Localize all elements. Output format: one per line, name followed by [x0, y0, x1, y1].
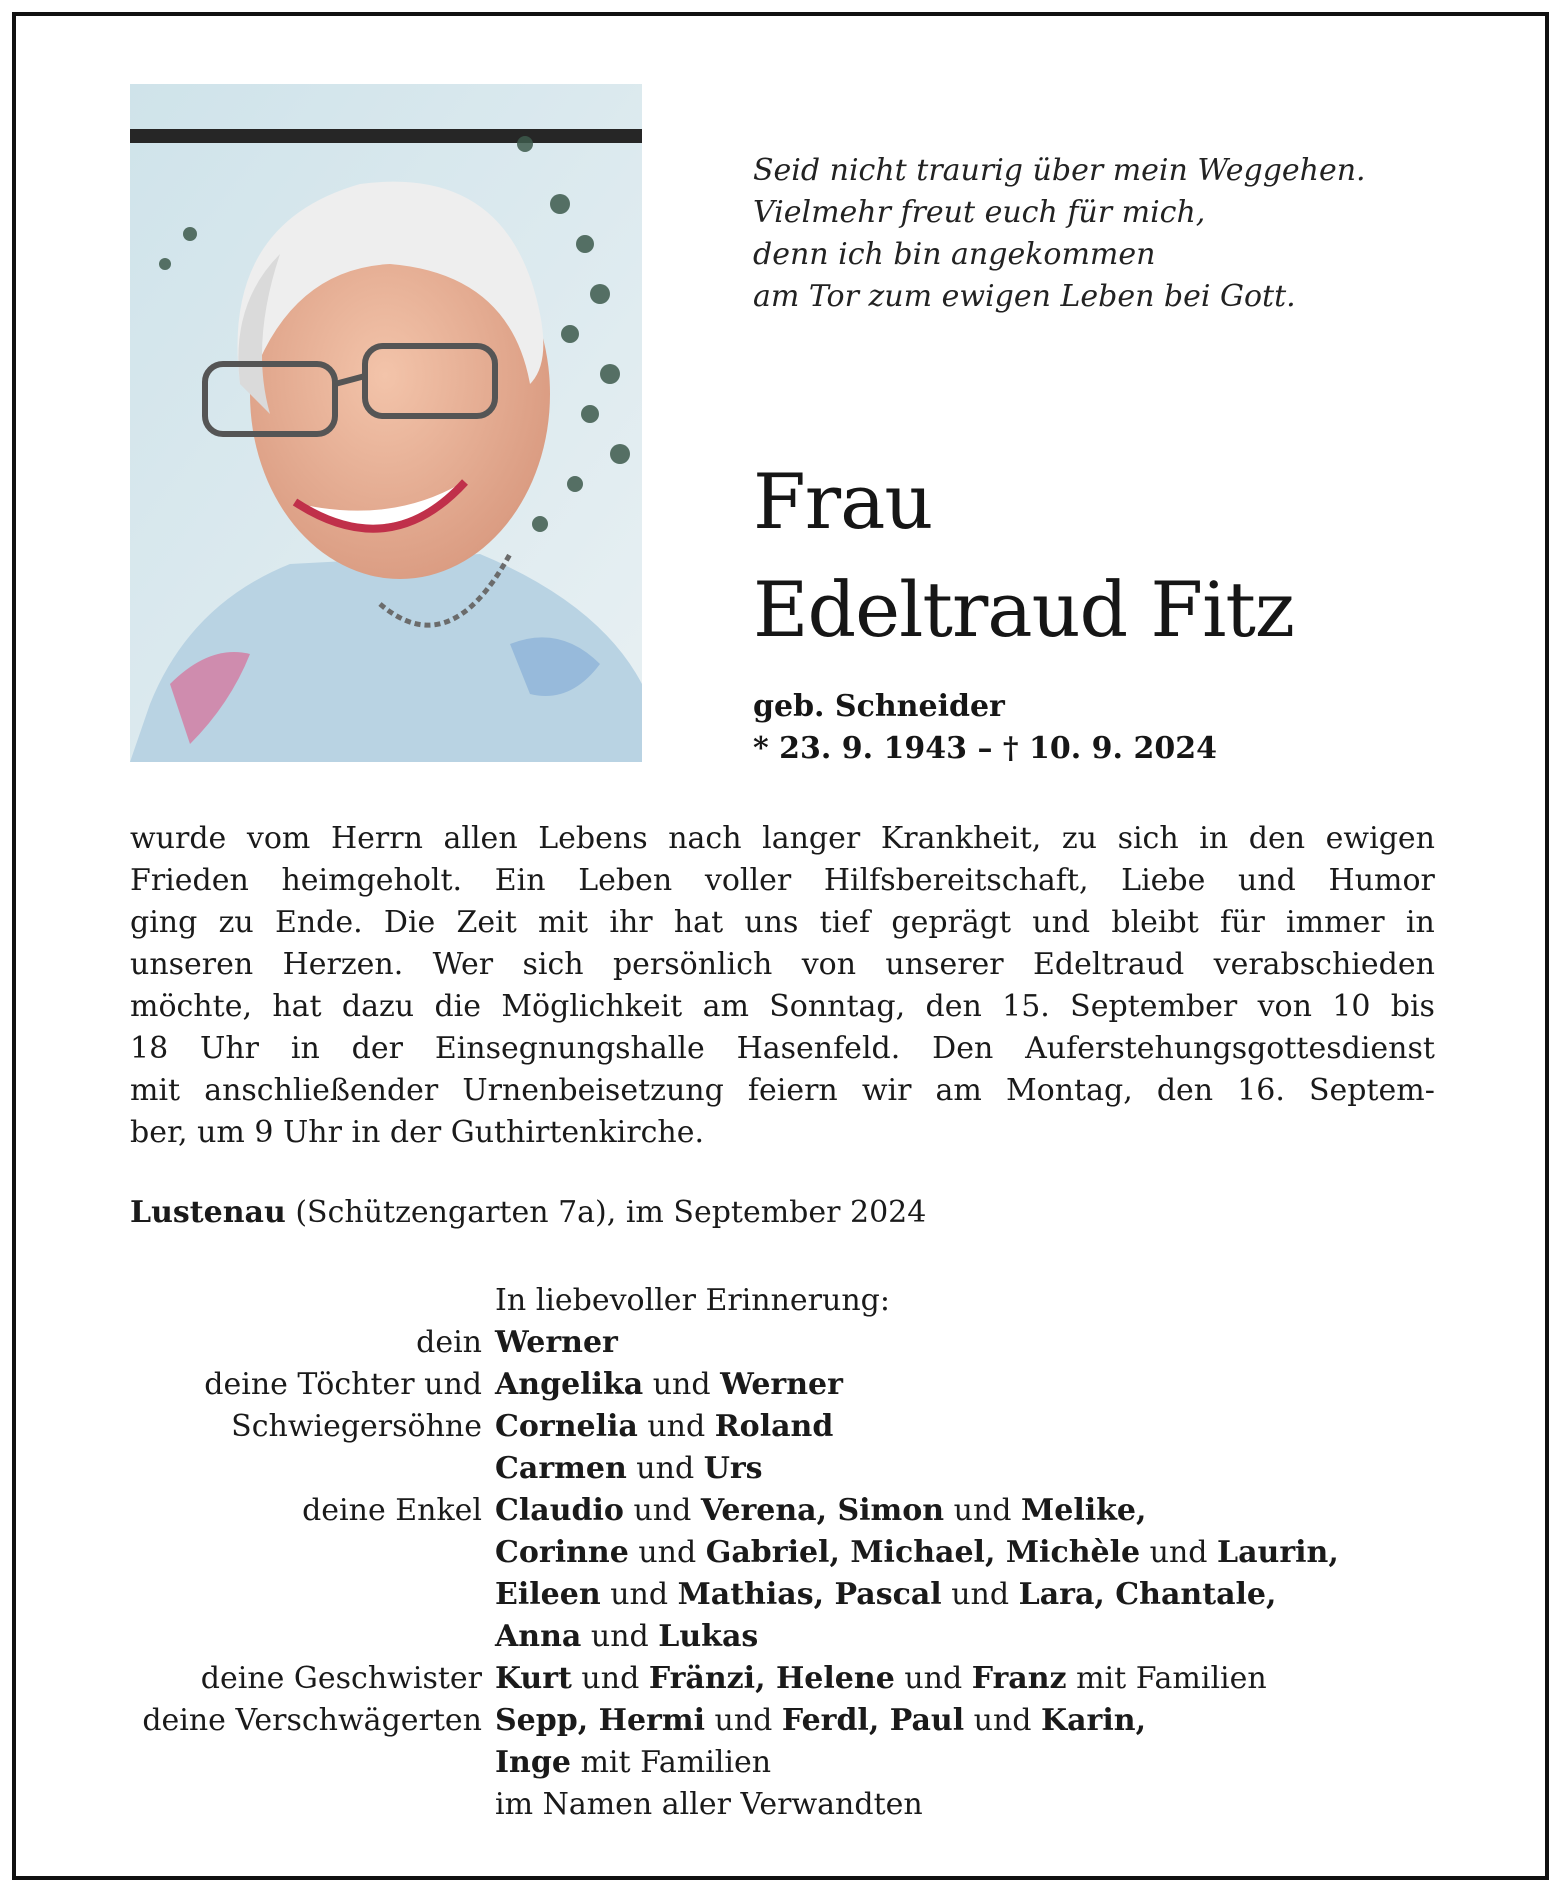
obituary-word: Hilfsbereitschaft, — [823, 863, 1089, 898]
mourners-intro-row — [0, 1280, 1567, 1322]
mourner-connector: mit Familien — [1066, 1661, 1267, 1696]
mourner-names — [495, 1406, 833, 1448]
obituary-word: Einsegnungshalle — [434, 1031, 705, 1066]
obituary-word: 18 — [130, 1031, 169, 1066]
mourner-relation: deine Verschwägerten — [142, 1703, 482, 1738]
obituary-word: heimgeholt. — [281, 863, 463, 898]
mourner-name: Franz — [971, 1661, 1067, 1696]
name-title: Frau — [753, 457, 933, 546]
obituary-line: ber, um 9 Uhr in der Guthirtenkirche. — [130, 1115, 705, 1150]
obituary-line — [130, 986, 1435, 1028]
obituary-word: ewigen — [1325, 821, 1435, 856]
obituary-word: Lebens — [538, 821, 648, 856]
mourner-names — [495, 1784, 923, 1826]
mourner-row — [0, 1490, 1567, 1532]
obituary-word: Möglichkeit — [501, 989, 683, 1024]
obituary-word: den — [1156, 1073, 1214, 1108]
mourner-connector: und — [581, 1619, 659, 1654]
mourner-row — [0, 1532, 1567, 1574]
obituary-word: Zeit — [456, 905, 517, 940]
mourner-relation: deine Geschwister — [200, 1661, 482, 1696]
obituary-word: und — [1032, 905, 1091, 940]
obituary-word: Septem- — [1308, 1073, 1435, 1108]
obituary-word: Edeltraud — [1033, 947, 1185, 982]
obituary-word: unserer — [885, 947, 1004, 982]
obituary-word: feiern — [747, 1073, 838, 1108]
birth-info — [753, 686, 1217, 770]
obituary-word: den — [1248, 821, 1306, 856]
obituary-word: Humor — [1328, 863, 1435, 898]
obituary-word: Leben — [578, 863, 673, 898]
place-address-date: (Schützengarten 7a), im September 2024 — [285, 1195, 927, 1230]
obituary-word: Den — [932, 1031, 994, 1066]
obituary-word: und — [1238, 863, 1296, 898]
mourner-name: Verena, Simon — [700, 1493, 945, 1528]
mourner-names — [495, 1490, 1146, 1532]
quote-line: am Tor zum ewigen Leben bei Gott. — [753, 279, 1296, 314]
obituary-word: langer — [762, 821, 861, 856]
mourner-names — [495, 1658, 1267, 1700]
mourner-name: Claudio — [495, 1493, 624, 1528]
quote-line: Seid nicht traurig über mein Weggehen. — [753, 153, 1366, 188]
obituary-word: Ende. — [274, 905, 363, 940]
obituary-word: 15. — [1002, 989, 1050, 1024]
mourner-row — [0, 1448, 1567, 1490]
mourner-name: Werner — [495, 1325, 618, 1360]
portrait-photo — [130, 84, 642, 762]
mourner-name: Lara, Chantale, — [1018, 1577, 1277, 1612]
obituary-word: Sonntag, — [769, 989, 906, 1024]
mourner-connector: und — [944, 1493, 1022, 1528]
obituary-word: vom — [246, 821, 311, 856]
obituary-text — [130, 818, 1435, 1154]
mourner-connector: mit Familien — [570, 1745, 772, 1780]
portrait-photo-illustration — [130, 84, 642, 762]
mourner-name: Angelika — [495, 1367, 644, 1402]
mourner-name: Gabriel, Michael, Michèle — [705, 1535, 1141, 1570]
mourner-name: Lukas — [658, 1619, 759, 1654]
obituary-word: von — [1257, 989, 1312, 1024]
mourner-row — [0, 1322, 1567, 1364]
mourner-name: Anna — [495, 1619, 582, 1654]
mourner-name: Mathias, Pascal — [677, 1577, 942, 1612]
obituary-word: Ein — [494, 863, 546, 898]
obituary-word: von — [801, 947, 857, 982]
mourner-name: Carmen — [495, 1451, 627, 1486]
obituary-word: in — [1199, 821, 1229, 856]
mourner-relation: Schwiegersöhne — [231, 1409, 482, 1444]
obituary-line — [130, 1070, 1435, 1112]
obituary-word: Herrn — [330, 821, 423, 856]
mourner-names — [495, 1700, 1146, 1742]
obituary-word: am — [935, 1073, 982, 1108]
mourner-name: Fränzi, Helene — [648, 1661, 895, 1696]
mourner-name: Sepp, Hermi — [495, 1703, 705, 1738]
obituary-word: Hasenfeld. — [736, 1031, 901, 1066]
mourners-intro: In liebevoller Erinnerung: — [495, 1283, 890, 1318]
mourner-names — [495, 1532, 1339, 1574]
obituary-word: hat — [673, 905, 724, 940]
obituary-word: September — [1070, 989, 1238, 1024]
obituary-word: Herzen. — [282, 947, 404, 982]
mourner-relation — [0, 1448, 495, 1490]
obituary-word: ihr — [609, 905, 653, 940]
obituary-word: nach — [668, 821, 742, 856]
obituary-word: Uhr — [200, 1031, 259, 1066]
obituary-word: Krankheit, — [880, 821, 1042, 856]
mourner-names — [495, 1742, 771, 1784]
obituary-word: Frieden — [130, 863, 249, 898]
mourner-row — [0, 1700, 1567, 1742]
life-dates: * 23. 9. 1943 – † 10. 9. 2024 — [753, 731, 1217, 766]
mourner-connector: und — [571, 1661, 649, 1696]
mourner-connector: und — [623, 1493, 701, 1528]
obituary-word: allen — [443, 821, 518, 856]
mourner-names — [495, 1364, 843, 1406]
mourner-names — [495, 1574, 1276, 1616]
quote — [753, 150, 1366, 318]
mourner-connector: und — [941, 1577, 1019, 1612]
obituary-word: persönlich — [612, 947, 773, 982]
mourner-relation — [0, 1742, 495, 1784]
mourner-name: Werner — [720, 1367, 843, 1402]
mourner-relation — [0, 1784, 495, 1826]
obituary-word: in — [1405, 905, 1435, 940]
mourner-connector: und — [964, 1703, 1042, 1738]
name-full: Edeltraud Fitz — [753, 565, 1294, 654]
mourner-row — [0, 1574, 1567, 1616]
mourner-names — [495, 1322, 618, 1364]
mourner-name: Karin, — [1041, 1703, 1147, 1738]
mourner-name: Melike, — [1021, 1493, 1147, 1528]
obituary-word: möchte, — [130, 989, 252, 1024]
mourner-row — [0, 1616, 1567, 1658]
mourners-list — [0, 1280, 1567, 1826]
obituary-word: 10 — [1332, 989, 1371, 1024]
mourner-relation — [0, 1574, 495, 1616]
mourner-connector: im Namen aller Verwandten — [495, 1787, 923, 1822]
obituary-word: uns — [744, 905, 799, 940]
mourner-relation: dein — [416, 1325, 482, 1360]
obituary-word: Montag, — [1005, 1073, 1133, 1108]
obituary-line — [130, 860, 1435, 902]
obituary-word: ging — [130, 905, 198, 940]
place-date — [130, 1192, 926, 1234]
obituary-word: 16. — [1237, 1073, 1285, 1108]
obituary-word: Urnenbeisetzung — [462, 1073, 724, 1108]
mourner-connector: und — [628, 1535, 706, 1570]
obituary-word: Wer — [432, 947, 494, 982]
obituary-line — [130, 902, 1435, 944]
mourner-row — [0, 1406, 1567, 1448]
mourner-name: Kurt — [495, 1661, 572, 1696]
quote-line: Vielmehr freut euch für mich, — [753, 195, 1206, 230]
obituary-word: unseren — [130, 947, 254, 982]
obituary-word: dazu — [341, 989, 415, 1024]
mourner-names — [495, 1448, 763, 1490]
obituary-word: der — [351, 1031, 403, 1066]
deceased-name — [753, 448, 1294, 664]
mourner-name: Eileen — [495, 1577, 601, 1612]
mourner-name: Urs — [703, 1451, 763, 1486]
obituary-word: Die — [383, 905, 436, 940]
obituary-word: sich — [1117, 821, 1179, 856]
mourner-connector: und — [637, 1409, 715, 1444]
place-city: Lustenau — [130, 1195, 286, 1230]
obituary-word: sich — [522, 947, 584, 982]
mourner-name: Ferdl, Paul — [781, 1703, 965, 1738]
obituary-line — [130, 944, 1435, 986]
mourner-row — [0, 1658, 1567, 1700]
mourner-name: Cornelia — [495, 1409, 638, 1444]
mourner-row — [0, 1742, 1567, 1784]
quote-line: denn ich bin angekommen — [753, 237, 1156, 272]
mourner-connector: und — [600, 1577, 678, 1612]
obituary-word: Auferstehungsgottesdienst — [1025, 1031, 1435, 1066]
obituary-word: für — [1220, 905, 1265, 940]
obituary-line — [130, 1028, 1435, 1070]
mourner-row — [0, 1364, 1567, 1406]
obituary-word: in — [290, 1031, 320, 1066]
mourner-name: Inge — [495, 1745, 571, 1780]
obituary-line — [130, 818, 1435, 860]
mourner-relation: deine Töchter und — [204, 1367, 482, 1402]
mourner-relation — [0, 1532, 495, 1574]
mourner-relation — [0, 1616, 495, 1658]
obituary-word: hat — [272, 989, 322, 1024]
mourner-connector: und — [643, 1367, 721, 1402]
obituary-word: wurde — [130, 821, 227, 856]
obituary-word: bleibt — [1111, 905, 1199, 940]
obituary-word: immer — [1286, 905, 1385, 940]
obituary-word: wir — [861, 1073, 912, 1108]
obituary-word: zu — [1061, 821, 1097, 856]
obituary-word: bis — [1390, 989, 1435, 1024]
mourner-name: Laurin, — [1217, 1535, 1339, 1570]
obituary-word: zu — [218, 905, 254, 940]
obituary-word: geprägt — [891, 905, 1012, 940]
mourner-name: Corinne — [495, 1535, 629, 1570]
obituary-word: voller — [704, 863, 792, 898]
obituary-word: Liebe — [1121, 863, 1206, 898]
mourner-relation: deine Enkel — [302, 1493, 482, 1528]
mourner-name: Roland — [714, 1409, 834, 1444]
mourner-names — [495, 1616, 758, 1658]
obituary-word: mit — [538, 905, 589, 940]
mourner-row — [0, 1784, 1567, 1826]
mourner-connector: und — [704, 1703, 782, 1738]
maiden-name: geb. Schneider — [753, 689, 1005, 724]
obituary-word: am — [702, 989, 749, 1024]
mourner-connector: und — [626, 1451, 704, 1486]
mourner-connector: und — [1140, 1535, 1218, 1570]
obituary-word: anschließender — [204, 1073, 439, 1108]
obituary-word: verabschieden — [1213, 947, 1435, 982]
mourner-connector: und — [894, 1661, 972, 1696]
obituary-word: tief — [819, 905, 871, 940]
obituary-word: mit — [130, 1073, 181, 1108]
obituary-word: die — [434, 989, 482, 1024]
obituary-word: den — [925, 989, 982, 1024]
